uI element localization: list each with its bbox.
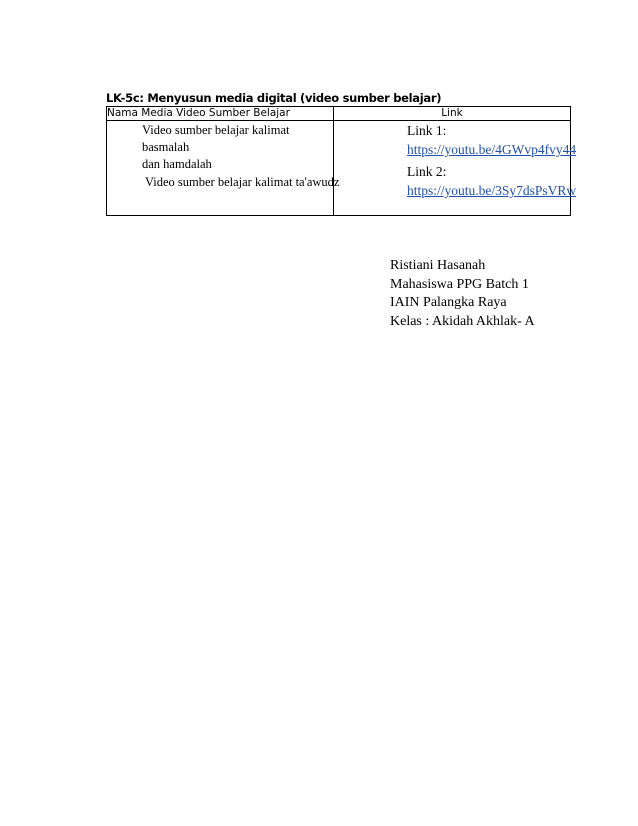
signature-block — [390, 257, 535, 331]
header-link: Link — [334, 107, 571, 121]
media-item-1-line2: dan hamdalah — [142, 157, 212, 171]
signature-program: Mahasiswa PPG Batch 1 — [390, 276, 529, 292]
signature-name: Ristiani Hasanah — [390, 258, 486, 273]
links-cell — [334, 121, 577, 216]
media-item-1-line1: Video sumber belajar kalimat basmalah — [142, 123, 290, 154]
media-table — [106, 106, 577, 216]
media-item-1 — [142, 122, 333, 173]
signature-class: Kelas : Akidah Akhlak- A — [390, 313, 535, 329]
link-1-label: Link 1: — [407, 123, 447, 138]
table-row — [107, 121, 571, 216]
header-media-name: Nama Media Video Sumber Belajar — [107, 107, 334, 121]
media-item-2: Video sumber belajar kalimat ta'awudz — [145, 175, 340, 189]
signature-institution: IAIN Palangka Raya — [390, 295, 507, 310]
link-1-url[interactable]: https://youtu.be/4GWvp4fvy44 — [407, 142, 577, 157]
media-names-cell — [107, 121, 340, 216]
link-2-label: Link 2: — [407, 164, 447, 179]
link-entry-2 — [407, 162, 576, 200]
table-header-row — [107, 107, 571, 121]
worksheet-heading: LK-5c: Menyusun media digital (video sumber belajar) — [106, 91, 442, 105]
link-2-url[interactable]: https://youtu.be/3Sy7dsPsVRw — [407, 183, 577, 198]
link-entry-1 — [407, 121, 576, 159]
